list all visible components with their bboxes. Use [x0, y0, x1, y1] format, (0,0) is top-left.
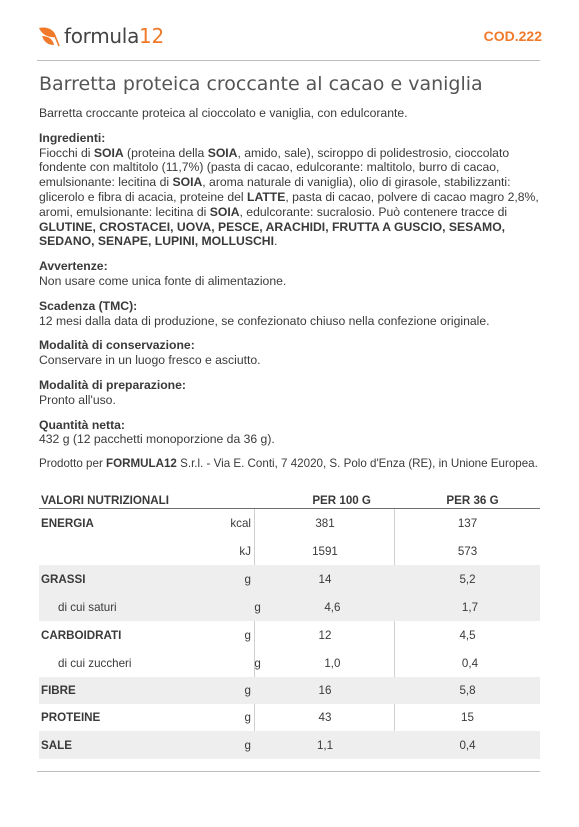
page-title: Barretta proteica croccante al cacao e vaniglia	[39, 73, 483, 95]
nutrition-row	[39, 621, 540, 649]
nutrient-unit: g	[254, 600, 261, 614]
allergen-text: SOIA	[207, 145, 238, 160]
info-section	[39, 299, 544, 329]
value-per-100g: 1,1	[316, 738, 334, 752]
leaf-logo-icon	[37, 24, 61, 48]
nutrient-name: ENERGIA	[41, 516, 94, 530]
info-section	[39, 418, 544, 448]
value-per-100g: 16	[318, 684, 332, 697]
header-divider	[37, 60, 540, 61]
value-per-36g: 137	[457, 516, 478, 530]
ingredient-text: , amido, sale), sciroppo di polidestrosio, cioccolato fondente con maltitolo (11,7%) (pasta di cacao, edulcorante: maltitolo, burro di cacao, emulsionante: lecitina di	[39, 145, 510, 190]
footer-divider	[37, 771, 540, 772]
value-per-36g: 5,2	[459, 572, 476, 586]
value-per-36g: 0,4	[459, 738, 476, 752]
info-section	[39, 259, 544, 289]
nutrient-unit: g	[244, 628, 251, 642]
value-per-100g: 4,6	[324, 600, 341, 614]
product-description: Barretta croccante proteica al cioccolato e vaniglia, con edulcorante.	[39, 106, 408, 120]
nutrient-name: di cui zuccheri	[58, 656, 132, 670]
section-text: Conservare in un luogo fresco e asciutto.	[39, 353, 261, 368]
value-per-100g: 381	[315, 516, 335, 530]
section-text: Non usare come unica fonte di alimentazione.	[39, 273, 287, 288]
value-per-100g: 12	[318, 628, 332, 642]
nutrient-unit: kcal	[230, 516, 251, 530]
nutrition-row	[39, 537, 540, 565]
value-per-36g: 1,7	[461, 600, 479, 614]
brand-logo	[37, 22, 164, 50]
section-title: Scadenza (TMC):	[39, 298, 138, 313]
section-title: Quantità netta:	[39, 417, 125, 432]
nutrition-row	[39, 509, 540, 537]
value-per-100g: 43	[318, 711, 332, 724]
nutrition-table	[39, 492, 540, 759]
allergen-text: GLUTINE, CROSTACEI, UOVA, PESCE, ARACHIDI, FRUTTA A GUSCIO, SESAMO, SEDANO, SENAPE, LUPINI, MOLLUSCHI	[39, 219, 506, 249]
value-per-36g: 4,5	[459, 628, 476, 642]
ingredient-text: Fiocchi di	[39, 145, 94, 160]
value-per-36g: 573	[457, 544, 478, 558]
nutrition-row	[39, 593, 540, 621]
section-title: Avvertenze:	[39, 259, 108, 274]
nutrient-name: FIBRE	[41, 684, 76, 697]
section-text: 432 g (12 pacchetti monoporzione da 36 g).	[39, 432, 275, 447]
nutrient-name: PROTEINE	[41, 711, 101, 724]
ingredient-text: (proteina della	[123, 145, 208, 160]
ingredients-section	[39, 131, 544, 249]
ingredients-title: Ingredienti:	[39, 130, 106, 145]
brand-number: 12	[139, 24, 164, 48]
ingredients-text	[39, 146, 544, 250]
info-sections	[39, 259, 544, 447]
page-header	[37, 20, 542, 52]
brand-wordmark	[64, 24, 164, 48]
info-section	[39, 338, 544, 368]
allergen-text: SOIA	[209, 204, 240, 219]
nutrition-row	[39, 649, 540, 677]
nutrient-unit: g	[244, 684, 251, 697]
allergen-text: LATTE	[247, 189, 286, 204]
value-per-100g: 1,0	[324, 656, 341, 670]
nutrient-unit: g	[244, 711, 251, 724]
nutrient-name: GRASSI	[41, 572, 86, 586]
section-text: Pronto all'uso.	[39, 392, 116, 407]
allergen-text: SOIA	[172, 175, 203, 190]
nutrition-header-row	[39, 492, 540, 509]
product-content	[39, 106, 544, 472]
nutrition-row	[39, 731, 540, 759]
nutrition-header-per36: PER 36 G	[446, 493, 499, 507]
producer-info	[39, 457, 544, 472]
nutrition-row	[39, 677, 540, 704]
nutrition-header-per100: PER 100 G	[312, 493, 371, 507]
producer-prefix: Prodotto per	[39, 457, 107, 471]
nutrient-unit: g	[244, 738, 251, 752]
allergen-text: SOIA	[93, 145, 124, 160]
nutrient-unit: g	[244, 572, 251, 586]
nutrition-row	[39, 704, 540, 731]
section-text: 12 mesi dalla data di produzione, se confezionato chiuso nella confezione originale.	[39, 313, 490, 328]
producer-company: FORMULA12	[106, 457, 177, 471]
nutrient-name: CARBOIDRATI	[41, 628, 122, 642]
nutrient-unit: g	[254, 656, 261, 670]
value-per-36g: 15	[461, 711, 474, 724]
nutrition-header-label: VALORI NUTRIZIONALI	[41, 493, 169, 507]
nutrition-body	[39, 509, 540, 759]
ingredient-text: , pasta di cacao, polvere di cacao magro 2,8%, aromi, emulsionante: lecitina di	[39, 189, 539, 219]
product-code: COD.222	[483, 28, 542, 44]
ingredient-text: .	[273, 234, 278, 249]
info-section	[39, 378, 544, 408]
section-title: Modalità di conservazione:	[39, 338, 195, 353]
value-per-36g: 0,4	[461, 656, 479, 670]
nutrient-name: di cui saturi	[58, 600, 117, 614]
ingredient-text: , edulcorante: sucralosio. Può contenere tracce di	[239, 204, 508, 219]
producer-address: S.r.l. - Via E. Conti, 7 42020, S. Polo d'Enza (RE), in Unione Europea.	[176, 457, 538, 471]
nutrition-row	[39, 565, 540, 593]
nutrient-unit: kJ	[239, 544, 251, 558]
value-per-100g: 1591	[312, 544, 338, 558]
value-per-100g: 14	[318, 572, 332, 586]
value-per-36g: 5,8	[459, 684, 476, 697]
section-title: Modalità di preparazione:	[39, 377, 186, 392]
brand-prefix: formula	[64, 24, 140, 48]
nutrient-name: SALE	[41, 738, 72, 752]
ingredient-text: , aroma naturale di vaniglia), olio di girasole, stabilizzanti: glicerolo e fibra di acacia, proteine del	[39, 175, 511, 204]
